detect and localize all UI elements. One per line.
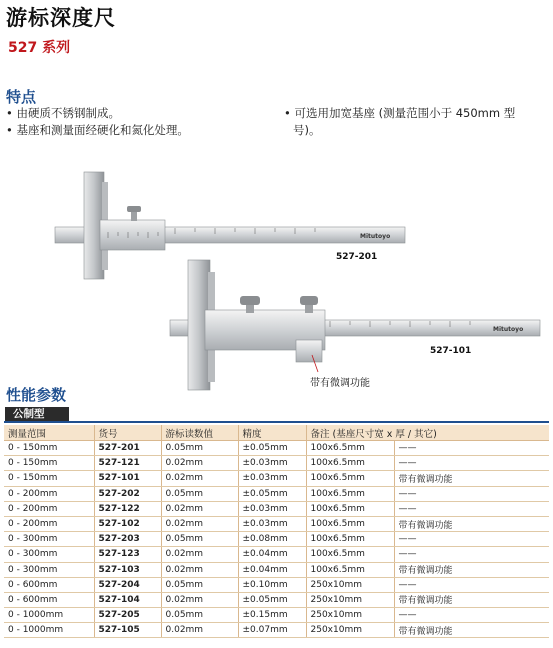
specs-heading: 性能参数: [6, 386, 67, 404]
cell-accuracy: ±0.03mm: [238, 516, 306, 531]
product-image: [0, 160, 553, 395]
cell-note: ——: [394, 441, 549, 456]
gauge-527-201: [55, 172, 405, 279]
cell-accuracy: ±0.07mm: [238, 623, 306, 638]
features-heading: 特点: [6, 88, 37, 106]
unit-tab: 公制型: [5, 407, 69, 421]
cell-base-size: 100x6.5mm: [306, 486, 394, 501]
cell-note: 带有微调功能: [394, 562, 549, 577]
cell-accuracy: ±0.04mm: [238, 547, 306, 562]
cell-accuracy: ±0.03mm: [238, 456, 306, 471]
cell-model: 527-101: [94, 471, 161, 486]
cell-base-size: 250x10mm: [306, 623, 394, 638]
depth-gauge-illustration: [0, 160, 553, 395]
cell-model: 527-121: [94, 456, 161, 471]
cell-model: 527-202: [94, 486, 161, 501]
cell-range: 0 - 1000mm: [4, 608, 94, 623]
cell-base-size: 100x6.5mm: [306, 516, 394, 531]
table-row: [4, 486, 549, 501]
cell-range: 0 - 600mm: [4, 592, 94, 607]
cell-model: 527-122: [94, 501, 161, 516]
cell-model: 527-203: [94, 532, 161, 547]
table-row: [4, 562, 549, 577]
cell-model: 527-104: [94, 592, 161, 607]
cell-note: 带有微调功能: [394, 471, 549, 486]
cell-note: ——: [394, 532, 549, 547]
cell-base-size: 250x10mm: [306, 577, 394, 592]
table-row: [4, 592, 549, 607]
cell-resolution: 0.05mm: [161, 577, 238, 592]
cell-note: ——: [394, 456, 549, 471]
feature-item: 号)。: [293, 123, 321, 137]
cell-range: 0 - 150mm: [4, 441, 94, 456]
page-title: 游标深度尺: [6, 6, 116, 30]
cell-accuracy: ±0.08mm: [238, 532, 306, 547]
cell-note: ——: [394, 577, 549, 592]
col-range: 测量范围: [4, 425, 94, 441]
cell-range: 0 - 1000mm: [4, 623, 94, 638]
cell-note: 带有微调功能: [394, 516, 549, 531]
cell-base-size: 100x6.5mm: [306, 456, 394, 471]
brand-mark: Mitutoyo: [360, 233, 391, 240]
cell-base-size: 250x10mm: [306, 592, 394, 607]
table-row: [4, 501, 549, 516]
cell-resolution: 0.02mm: [161, 592, 238, 607]
cell-base-size: 100x6.5mm: [306, 501, 394, 516]
divider: [4, 421, 549, 423]
cell-range: 0 - 200mm: [4, 516, 94, 531]
cell-range: 0 - 150mm: [4, 471, 94, 486]
table-row: [4, 623, 549, 638]
table-row: [4, 547, 549, 562]
cell-range: 0 - 300mm: [4, 562, 94, 577]
table-row: [4, 441, 549, 456]
table-row: [4, 577, 549, 592]
table-row: [4, 608, 549, 623]
cell-accuracy: ±0.05mm: [238, 441, 306, 456]
cell-model: 527-123: [94, 547, 161, 562]
cell-model: 527-102: [94, 516, 161, 531]
feature-item: • 基座和测量面经硬化和氮化处理。: [6, 123, 189, 137]
feature-item: • 可选用加宽基座 (测量范围小于 450mm 型: [284, 106, 516, 120]
cell-note: ——: [394, 486, 549, 501]
cell-base-size: 100x6.5mm: [306, 532, 394, 547]
cell-base-size: 100x6.5mm: [306, 441, 394, 456]
cell-resolution: 0.05mm: [161, 608, 238, 623]
table-row: [4, 456, 549, 471]
cell-resolution: 0.05mm: [161, 486, 238, 501]
cell-range: 0 - 300mm: [4, 532, 94, 547]
col-model: 货号: [94, 425, 161, 441]
cell-base-size: 100x6.5mm: [306, 562, 394, 577]
cell-model: 527-105: [94, 623, 161, 638]
cell-accuracy: ±0.05mm: [238, 486, 306, 501]
col-remarks: 备注 (基座尺寸宽 x 厚 / 其它): [306, 425, 549, 441]
cell-note: 带有微调功能: [394, 592, 549, 607]
cell-base-size: 100x6.5mm: [306, 547, 394, 562]
col-accuracy: 精度: [238, 425, 306, 441]
spec-table: [4, 425, 549, 638]
table-header-row: [4, 425, 549, 441]
series-label: 527 系列: [8, 40, 71, 56]
gauge-527-101: [170, 260, 540, 390]
callout-fine-adjust: 带有微调功能: [310, 378, 370, 389]
cell-resolution: 0.02mm: [161, 456, 238, 471]
cell-accuracy: ±0.04mm: [238, 562, 306, 577]
features-left: [6, 105, 189, 139]
cell-resolution: 0.02mm: [161, 562, 238, 577]
cell-accuracy: ±0.03mm: [238, 501, 306, 516]
cell-range: 0 - 300mm: [4, 547, 94, 562]
model-label-bottom: 527-101: [430, 346, 472, 356]
col-resolution: 游标读数值: [161, 425, 238, 441]
cell-resolution: 0.02mm: [161, 623, 238, 638]
cell-accuracy: ±0.15mm: [238, 608, 306, 623]
cell-range: 0 - 600mm: [4, 577, 94, 592]
cell-resolution: 0.02mm: [161, 516, 238, 531]
cell-model: 527-103: [94, 562, 161, 577]
cell-range: 0 - 150mm: [4, 456, 94, 471]
cell-resolution: 0.05mm: [161, 441, 238, 456]
cell-note: ——: [394, 501, 549, 516]
cell-note: ——: [394, 608, 549, 623]
features-right: [284, 105, 515, 139]
model-label-top: 527-201: [336, 252, 378, 262]
cell-range: 0 - 200mm: [4, 486, 94, 501]
cell-note: 带有微调功能: [394, 623, 549, 638]
cell-model: 527-205: [94, 608, 161, 623]
brand-mark: Mitutoyo: [493, 326, 524, 333]
table-row: [4, 516, 549, 531]
cell-resolution: 0.05mm: [161, 532, 238, 547]
table-row: [4, 471, 549, 486]
feature-item: • 由硬质不锈钢制成。: [6, 106, 120, 120]
cell-accuracy: ±0.05mm: [238, 592, 306, 607]
cell-range: 0 - 200mm: [4, 501, 94, 516]
cell-base-size: 250x10mm: [306, 608, 394, 623]
cell-model: 527-201: [94, 441, 161, 456]
cell-model: 527-204: [94, 577, 161, 592]
cell-accuracy: ±0.03mm: [238, 471, 306, 486]
cell-resolution: 0.02mm: [161, 501, 238, 516]
table-row: [4, 532, 549, 547]
cell-base-size: 100x6.5mm: [306, 471, 394, 486]
cell-note: ——: [394, 547, 549, 562]
cell-resolution: 0.02mm: [161, 547, 238, 562]
cell-accuracy: ±0.10mm: [238, 577, 306, 592]
cell-resolution: 0.02mm: [161, 471, 238, 486]
